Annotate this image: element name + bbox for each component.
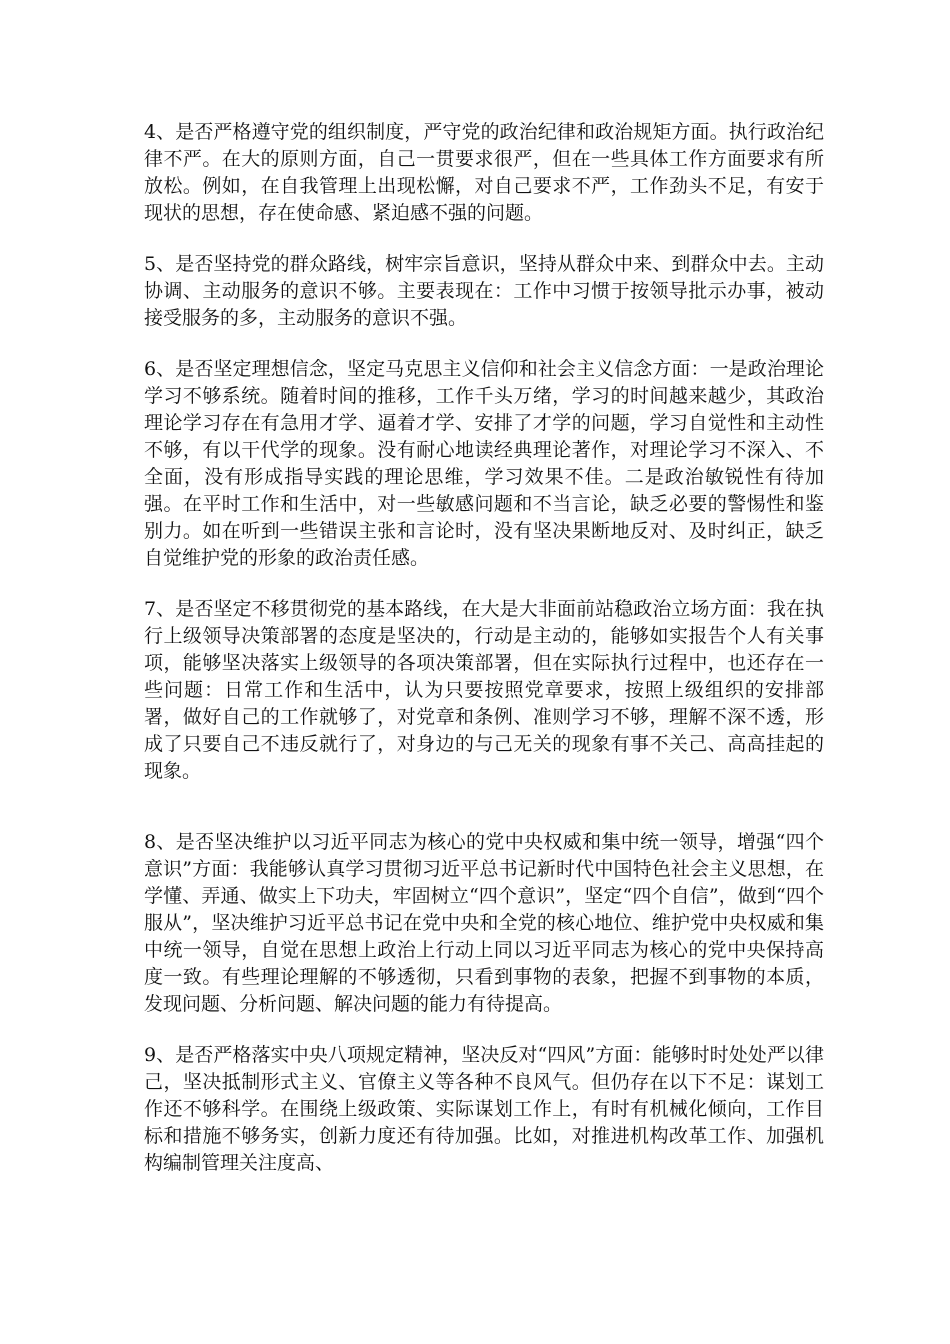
paragraph-8: 8、是否坚决维护以习近平同志为核心的党中央权威和集中统一领导，增强“四个意识”方面：我能够认真学习贯彻习近平总书记新时代中国特色社会主义思想，在学懂、弄通、做实上下功夫，牢固树立“四个意识”，坚定“四个自信”，做到“四个服从”，坚决维护习近平总书记在党中央和全党的核心地位、维护党中央权威和集中统一领导，自觉在思想上政治上行动上同以习近平同志为核心的党中央保持高度一致。有些理论理解的不够透彻，只看到事物的表象，把握不到事物的本质，发现问题、分析问题、解决问题的能力有待提高。 [144,831,824,1015]
document-body [144,119,824,1201]
paragraph-7: 7、是否坚定不移贯彻党的基本路线，在大是大非面前站稳政治立场方面：我在执行上级领导决策部署的态度是坚决的，行动是主动的，能够如实报告个人有关事项，能够坚决落实上级领导的各项决策部署，但在实际执行过程中，也还存在一些问题：日常工作和生活中，认为只要按照党章要求，按照上级组织的安排部署，做好自己的工作就够了，对党章和条例、准则学习不够，理解不深不透，形成了只要自己不违反就行了，对身边的与己无关的现象有事不关己、高高挂起的现象。 [144,598,824,782]
paragraph-5: 5、是否坚持党的群众路线，树牢宗旨意识，坚持从群众中来、到群众中去。主动协调、主动服务的意识不够。主要表现在：工作中习惯于按领导批示办事，被动接受服务的多，主动服务的意识不强。 [144,253,824,329]
paragraph-9: 9、是否严格落实中央八项规定精神，坚决反对“四风”方面：能够时时处处严以律己，坚决抵制形式主义、官僚主义等各种不良风气。但仍存在以下不足：谋划工作还不够科学。在围绕上级政策、实际谋划工作上，有时有机械化倾向，工作目标和措施不够务实，创新力度还有待加强。比如，对推进机构改革工作、加强机构编制管理关注度高、 [144,1044,824,1174]
paragraph-6: 6、是否坚定理想信念，坚定马克思主义信仰和社会主义信念方面：一是政治理论学习不够系统。随着时间的推移，工作千头万绪，学习的时间越来越少，其政治理论学习存在有急用才学、逼着才学、安排了才学的问题，学习自觉性和主动性不够，有以干代学的现象。没有耐心地读经典理论著作，对理论学习不深入、不全面，没有形成指导实践的理论思维，学习效果不佳。二是政治敏锐性有待加强。在平时工作和生活中，对一些敏感问题和不当言论，缺乏必要的警惕性和鉴别力。如在听到一些错误主张和言论时，没有坚决果断地反对、及时纠正，缺乏自觉维护党的形象的政治责任感。 [144,358,824,569]
paragraph-4: 4、是否严格遵守党的组织制度，严守党的政治纪律和政治规矩方面。执行政治纪律不严。在大的原则方面，自己一贯要求很严，但在一些具体工作方面要求有所放松。例如，在自我管理上出现松懈，对自己要求不严，工作劲头不足，有安于现状的思想，存在使命感、紧迫感不强的问题。 [144,121,824,224]
